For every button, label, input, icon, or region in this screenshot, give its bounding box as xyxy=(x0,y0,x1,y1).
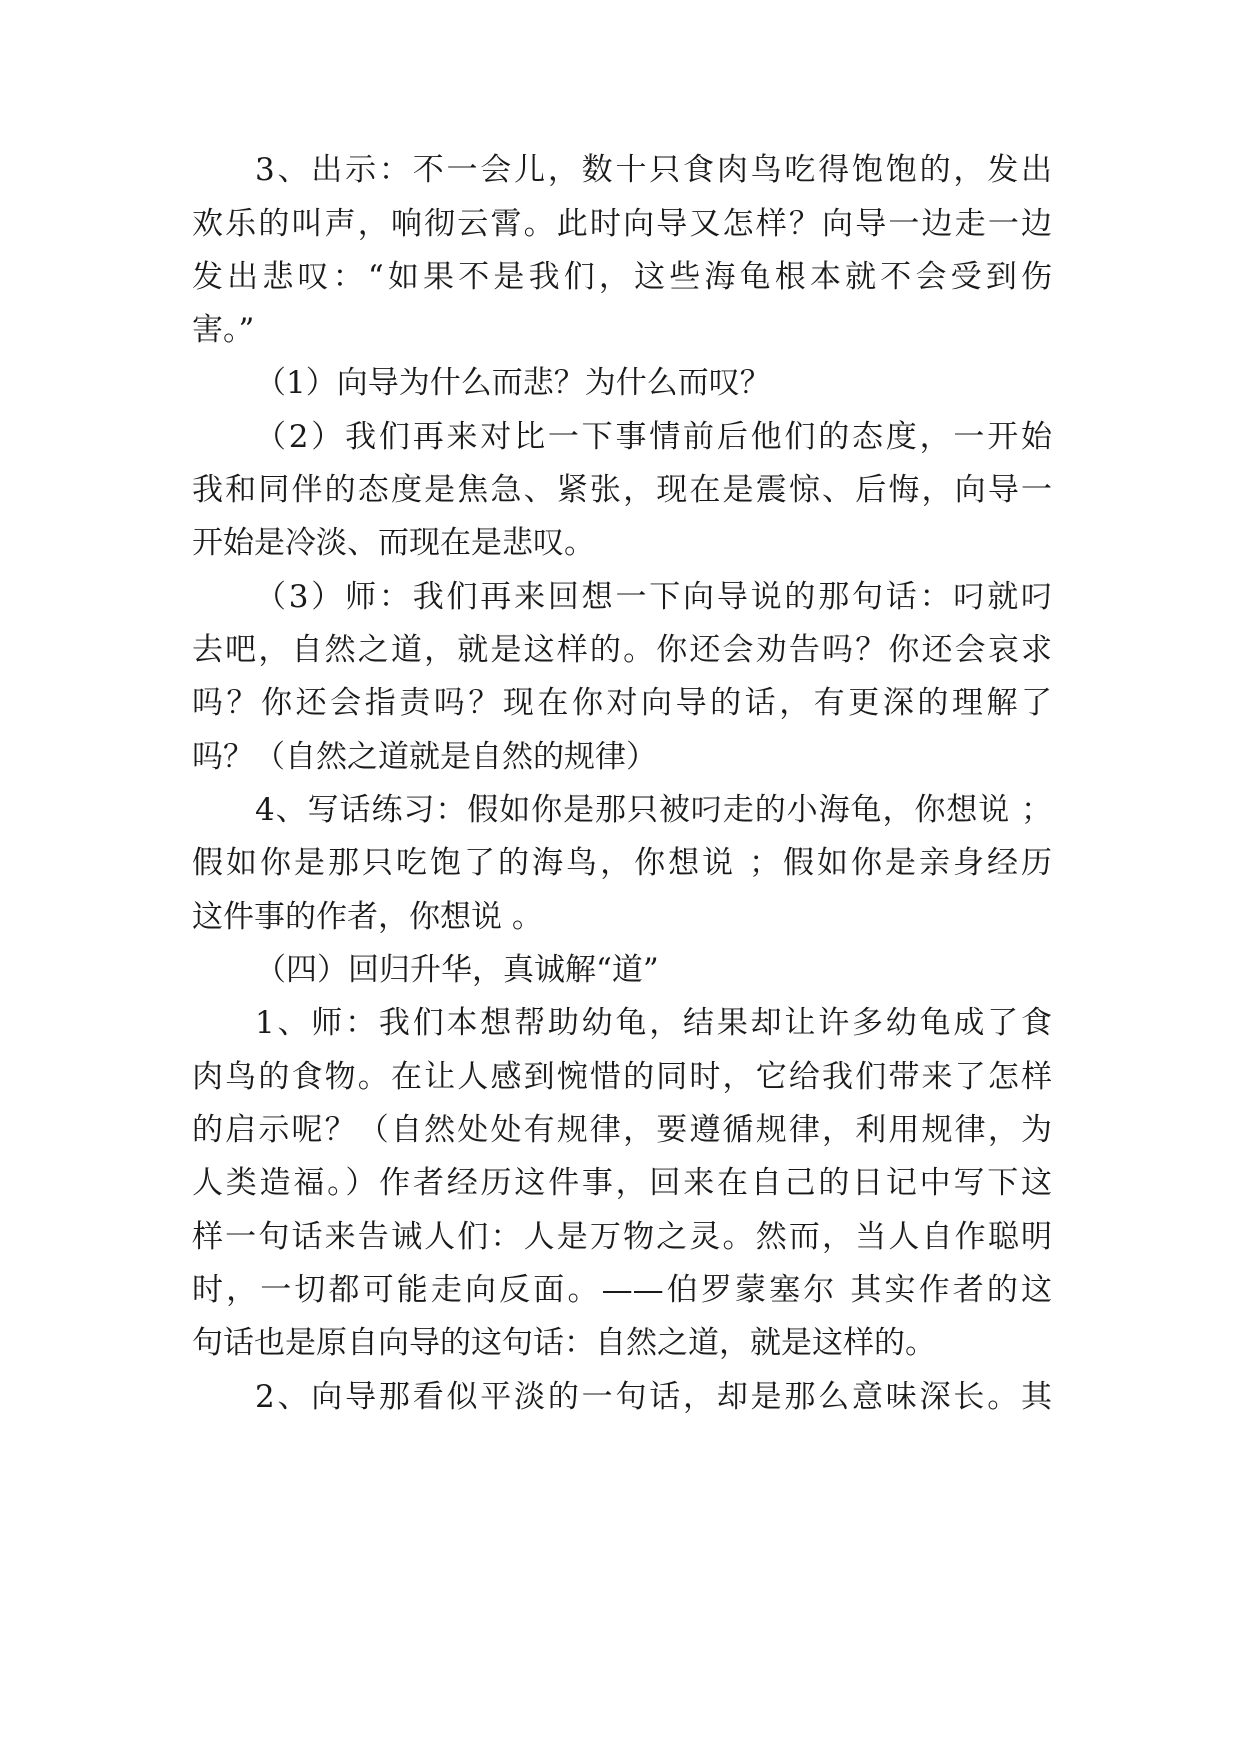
text-line: 吗？你还会指责吗？现在你对向导的话，有更深的理解了 xyxy=(192,685,1052,721)
text-line: 去吧，自然之道，就是这样的。你还会劝告吗？你还会哀求 xyxy=(192,632,1052,668)
text-line: 时，一切都可能走向反面。——伯罗蒙塞尔 其实作者的这 xyxy=(192,1272,1052,1308)
text-line: 4、写话练习：假如你是那只被叼走的小海龟，你想说 ； xyxy=(255,792,1052,828)
text-line: 2、向导那看似平淡的一句话，却是那么意味深长。其 xyxy=(255,1379,1052,1415)
text-line: 的启示呢？（自然处处有规律，要遵循规律，利用规律，为 xyxy=(192,1112,1052,1148)
text-line: 肉鸟的食物。在让人感到惋惜的同时，它给我们带来了怎样 xyxy=(192,1059,1052,1095)
text-line: 人类造福。）作者经历这件事，回来在自己的日记中写下这 xyxy=(192,1165,1052,1201)
text-line: 发出悲叹：“如果不是我们，这些海龟根本就不会受到伤 xyxy=(192,259,1052,295)
text-line: 这件事的作者，你想说 。 xyxy=(192,899,543,935)
section-heading: （四）回归升华，真诚解“道” xyxy=(255,952,659,988)
text-line: （2）我们再来对比一下事情前后他们的态度，一开始 xyxy=(255,419,1052,455)
text-line: （3）师：我们再来回想一下向导说的那句话：叼就叼 xyxy=(255,579,1052,615)
text-line: （1）向导为什么而悲？为什么而叹？ xyxy=(255,365,771,401)
text-line: 1、师：我们本想帮助幼龟，结果却让许多幼龟成了食 xyxy=(255,1005,1052,1041)
text-line: 句话也是原自向导的这句话：自然之道，就是这样的。 xyxy=(192,1325,936,1361)
text-line: 我和同伴的态度是焦急、紧张，现在是震惊、后悔，向导一 xyxy=(192,472,1052,508)
text-line: 样一句话来告诫人们：人是万物之灵。然而，当人自作聪明 xyxy=(192,1219,1052,1255)
text-line: 3、出示：不一会儿，数十只食肉鸟吃得饱饱的，发出 xyxy=(255,152,1052,188)
text-line: 欢乐的叫声，响彻云霄。此时向导又怎样？向导一边走一边 xyxy=(192,206,1052,242)
text-line: 害。” xyxy=(192,312,255,348)
text-line: 开始是冷淡、而现在是悲叹。 xyxy=(192,525,595,561)
text-line: 假如你是那只吃饱了的海鸟，你想说 ；假如你是亲身经历 xyxy=(192,845,1052,881)
text-line: 吗？（自然之道就是自然的规律） xyxy=(192,739,657,775)
